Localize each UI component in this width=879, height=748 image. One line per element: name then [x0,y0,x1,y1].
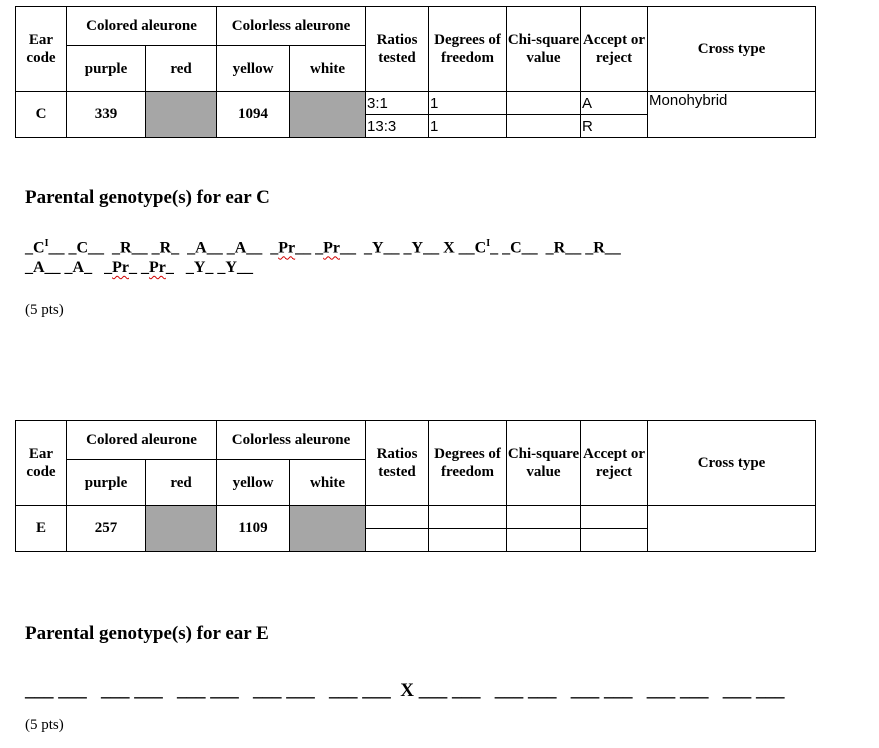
white-header: white [290,46,366,92]
cross-type-cell[interactable] [648,506,816,552]
red-header: red [146,46,217,92]
df-cell[interactable]: 1 [429,115,507,138]
accept-reject-cell[interactable] [581,529,648,552]
ratio-cell[interactable] [366,529,429,552]
ratio-cell[interactable] [366,506,429,529]
purple-header: purple [67,46,146,92]
ratios-tested-header: Ratios tested [366,7,429,92]
colorless-aleurone-header: Colorless aleurone [217,421,366,460]
accept-reject-header: Accept or reject [581,7,648,92]
accept-reject-header: Accept or reject [581,421,648,506]
ear-code-cell: E [16,506,67,552]
white-header: white [290,460,366,506]
ear-e-parental-heading: Parental genotype(s) for ear E [25,623,269,644]
accept-reject-cell[interactable]: R [581,115,648,138]
colored-aleurone-header: Colored aleurone [67,7,217,46]
chi-square-cell[interactable] [507,92,581,115]
ratio-cell[interactable]: 13:3 [366,115,429,138]
df-cell[interactable] [429,506,507,529]
ear-c-parental-heading: Parental genotype(s) for ear C [25,187,270,208]
colored-aleurone-header: Colored aleurone [67,421,217,460]
white-count-cell [290,92,366,138]
cross-type-header: Cross type [648,421,816,506]
degrees-of-freedom-header: Degrees of freedom [429,7,507,92]
yellow-header: yellow [217,46,290,92]
chi-square-cell[interactable] [507,115,581,138]
df-cell[interactable] [429,529,507,552]
purple-count-cell: 257 [67,506,146,552]
degrees-of-freedom-header: Degrees of freedom [429,421,507,506]
ear-code-cell: C [16,92,67,138]
ear-e-points: (5 pts) [25,717,64,733]
df-cell[interactable]: 1 [429,92,507,115]
red-count-cell [146,92,217,138]
yellow-header: yellow [217,460,290,506]
ear-code-header: Ear code [16,421,67,506]
chi-square-header: Chi-square value [507,421,581,506]
chi-square-header: Chi-square value [507,7,581,92]
ear-e-table [15,420,816,552]
ear-e-genotype-blanks[interactable]: ___ ___ ___ ___ ___ ___ ___ ___ ___ ___ X ___ ___ ___ ___ ___ ___ ___ ___ ___ ___ [25,680,785,701]
ear-c-genotype-line-2[interactable]: _A__ _A_ _Pr_ _Pr_ _Y_ _Y__ [25,259,253,276]
yellow-count-cell: 1094 [217,92,290,138]
ear-c-table [15,6,816,138]
ear-code-header: Ear code [16,7,67,92]
cross-type-cell[interactable]: Monohybrid [648,92,816,138]
ratio-cell[interactable]: 3:1 [366,92,429,115]
ear-c-points: (5 pts) [25,302,64,318]
red-header: red [146,460,217,506]
ratios-tested-header: Ratios tested [366,421,429,506]
yellow-count-cell: 1109 [217,506,290,552]
white-count-cell [290,506,366,552]
chi-square-cell[interactable] [507,529,581,552]
ear-c-genotype-line-1[interactable]: $\_C^I\_\_$ _C__ _R__ _R_ _A__ _A__ _Pr__ _Pr__ _Y__ _Y__ X $\_\_C^I\_$ _C__ _R__ _R__ [25,238,621,257]
accept-reject-cell[interactable]: A [581,92,648,115]
accept-reject-cell[interactable] [581,506,648,529]
purple-header: purple [67,460,146,506]
purple-count-cell: 339 [67,92,146,138]
red-count-cell [146,506,217,552]
cross-type-header: Cross type [648,7,816,92]
chi-square-cell[interactable] [507,506,581,529]
colorless-aleurone-header: Colorless aleurone [217,7,366,46]
